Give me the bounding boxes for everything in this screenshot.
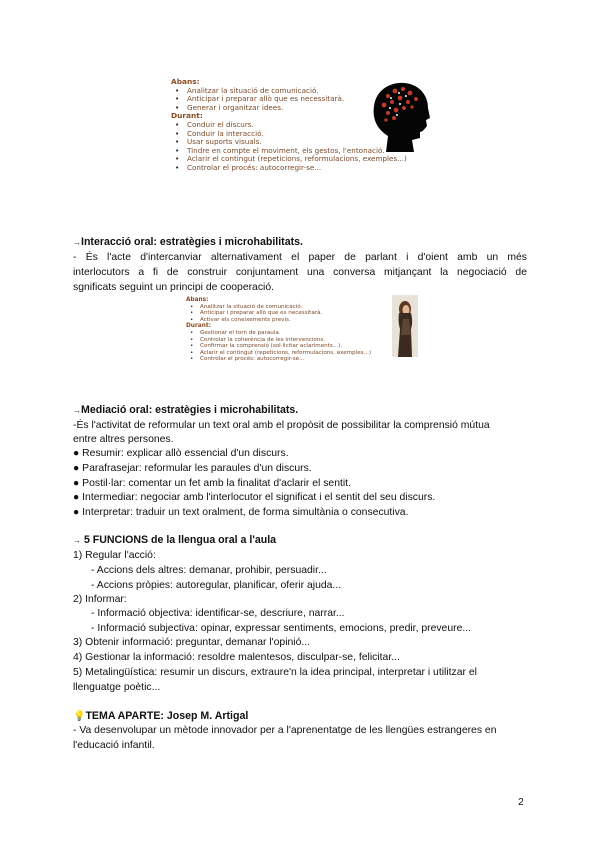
list-item: • Analitzar la situació de comunicació.: [171, 87, 436, 96]
mediation-bullet: ● Resumir: explicar allò essencial d'un discurs.: [73, 448, 289, 459]
figure-abans-label: Abans:: [186, 297, 209, 303]
functions-heading-text: 5 FUNCIONS de la llengua oral a l'aula: [83, 534, 277, 546]
head-silhouette-image: [364, 78, 436, 154]
mediation-paragraph-line-2: entre altres persones.: [73, 434, 174, 445]
function-subitem: - Accions pròpies: autoregular, planificar, oferir ajuda...: [91, 580, 342, 591]
list-item: • Aclarir el contingut (repeticions, reformulacions, exemples...): [186, 350, 406, 357]
mediation-bullet: ● Postil·lar: comentar un fet amb la finalitat d'aclarir el sentit.: [73, 478, 351, 489]
interaction-paragraph-line-3: sgnificats seguint un principi de cooperació.: [73, 282, 275, 293]
list-item: • Anticipar i preparar allò que es necessitarà.: [186, 310, 406, 317]
woman-photo-image: [392, 295, 418, 357]
page-number: 2: [518, 797, 524, 808]
function-item: 5) Metalingüística: resumir un discurs, extraure'n la idea principal, interpretar i utilitzar el: [73, 667, 477, 678]
function-subitem: - Informació objectiva: identificar-se, descriure, narrar...: [91, 608, 345, 619]
interaction-heading-text: Interacció oral: estratègies i microhabilitats.: [81, 236, 303, 248]
figure-interaction-strategies: [186, 297, 406, 381]
function-subitem: - Informació subjectiva: opinar, expressar sentiments, emocions, predir, preveure...: [91, 623, 472, 634]
mediation-bullet: ● Parafrasejar: reformular les paraules d'un discurs.: [73, 463, 312, 474]
artigal-heading-text: TEMA APARTE: Josep M. Artigal: [85, 710, 249, 722]
interaction-paragraph-line-2: interlocutors a fi de construir conjuntament una conversa mitjançant la negociació de: [73, 267, 527, 278]
figure-durant-label: Durant:: [186, 323, 211, 330]
arrow-icon: →: [73, 406, 81, 415]
list-item: • Controlar el procés: autocorregir-se...: [186, 356, 406, 363]
list-item: • Conduir la interacció.: [171, 130, 436, 139]
function-item-continued: llenguatge poètic...: [73, 682, 161, 693]
function-item: 3) Obtenir informació: preguntar, demanar l'opinió...: [73, 637, 311, 648]
figure-durant-list: [186, 330, 406, 363]
artigal-heading: [73, 709, 248, 724]
list-item: • Controlar la coherència de les intervencions.: [186, 337, 406, 344]
figure-abans-list: [186, 304, 406, 324]
list-item: • Aclarir el contingut (repeticions, reformulacions, exemples...): [171, 155, 436, 164]
list-item: • Generar i organitzar idees.: [171, 104, 436, 113]
functions-heading: [73, 533, 276, 548]
figure-abans-label: Abans:: [171, 77, 200, 86]
list-item: • Usar suports visuals.: [171, 138, 436, 147]
mediation-paragraph-line-1: -És l'activitat de reformular un text oral amb el propòsit de possibilitar la comprensió mútua: [73, 420, 490, 431]
mediation-bullet: ● Interpretar: traduir un text oralment, de forma simultània o consecutiva.: [73, 507, 409, 518]
function-item: 4) Gestionar la informació: resoldre malentesos, disculpar-se, felicitar...: [73, 652, 400, 663]
list-item: • Analitzar la situació de comunicació.: [186, 304, 406, 311]
mediation-bullet: ● Intermediar: negociar amb l'interlocutor el significat i el sentit del seu discurs.: [73, 492, 436, 503]
function-item: 2) Informar:: [73, 594, 127, 605]
list-item: • Controlar el procés: autocorregir-se...: [171, 164, 436, 173]
mediation-heading: [73, 403, 298, 418]
figure-durant-label: Durant:: [171, 111, 203, 121]
mediation-heading-text: Mediació oral: estratègies i microhabilitats.: [81, 404, 299, 416]
interaction-heading: [73, 235, 303, 250]
list-item: • Tindre en compte el moviment, els gestos, l'entonació.: [171, 147, 436, 156]
function-item: 1) Regular l'acció:: [73, 550, 156, 561]
artigal-paragraph-line-1: - Va desenvolupar un mètode innovador per a l'aprenentatge de les llengües estrangeres en: [73, 725, 497, 736]
list-item: • Conduir el discurs.: [171, 121, 436, 130]
lightbulb-icon: 💡: [73, 711, 86, 722]
list-item: • Gestionar el torn de paraula.: [186, 330, 406, 337]
arrow-icon: →: [73, 536, 81, 545]
list-item: • Activar els coneixements previs.: [186, 317, 406, 324]
function-subitem: - Accions dels altres: demanar, prohibir, persuadir...: [91, 565, 327, 576]
artigal-paragraph-line-2: l'educació infantil.: [73, 740, 155, 751]
arrow-icon: →: [73, 238, 81, 247]
list-item: • Confirmar la comprensió (sol·licitar aclariments...).: [186, 343, 406, 350]
list-item: • Anticipar i preparar allò que es necessitarà.: [171, 95, 436, 104]
interaction-paragraph-line-1: - És l'acte d'intercanviar alternativament el paper de parlant i d'oient amb un més: [73, 252, 527, 263]
